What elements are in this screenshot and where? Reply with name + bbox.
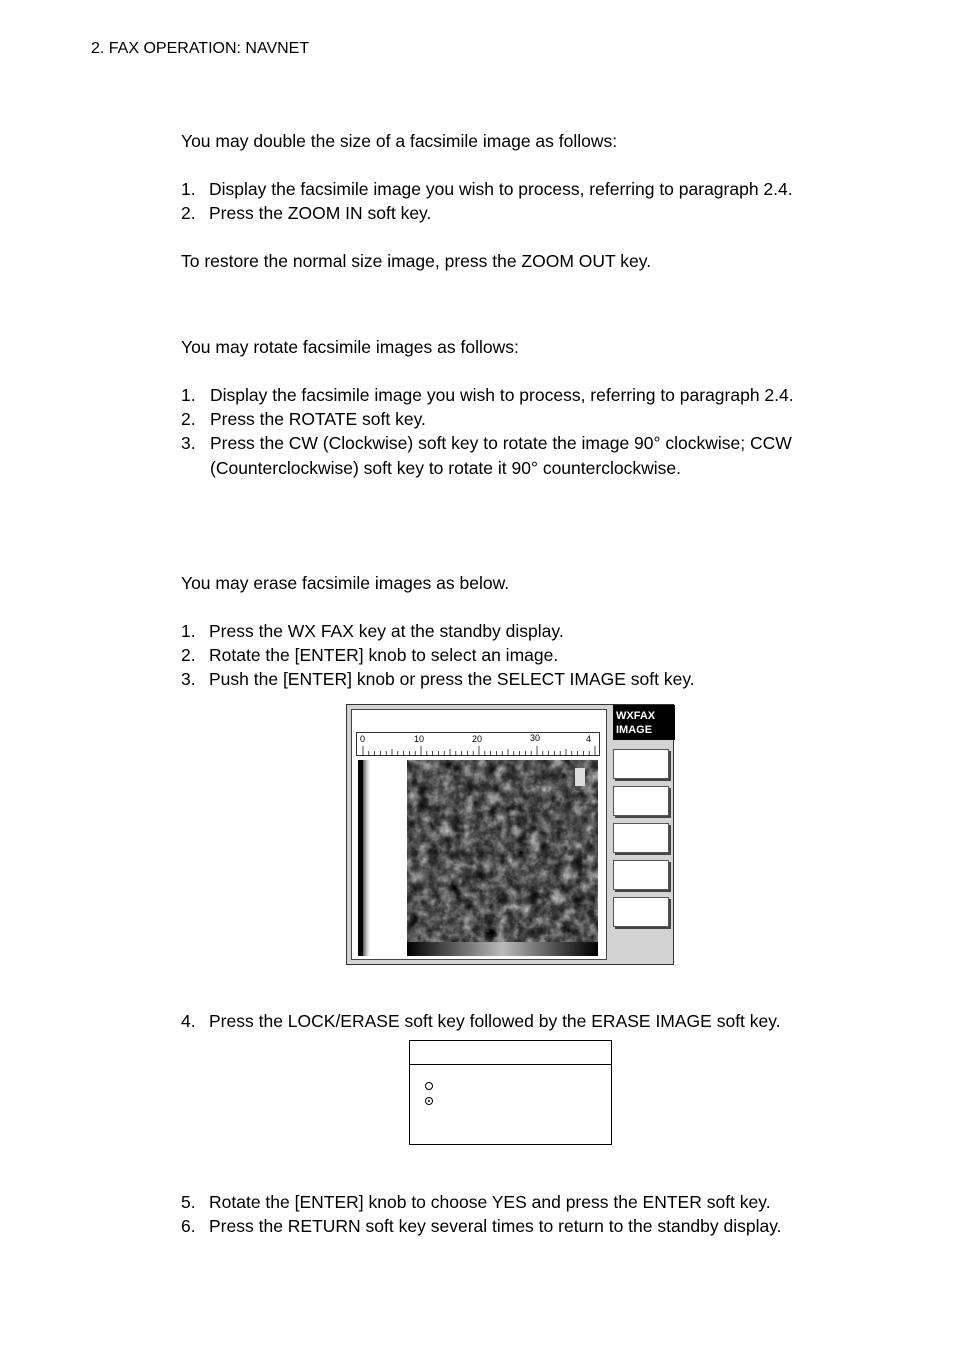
step-text: Rotate the [ENTER] knob to select an image.: [209, 645, 559, 665]
step-text: Press the CW (Clockwise) soft key to rotate the image 90° clockwise; CCW: [210, 433, 792, 453]
zoom-note: To restore the normal size image, press the ZOOM OUT key.: [181, 251, 652, 271]
ruler-label: 4: [586, 734, 592, 744]
erase-intro: You may erase facsimile images as below.: [181, 573, 510, 593]
left-border-strip: [358, 760, 370, 956]
ruler-label: 10: [414, 734, 425, 744]
panel-title-line2: IMAGE: [616, 724, 653, 736]
soft-key-2[interactable]: [613, 786, 669, 816]
step-number: 2.: [181, 409, 196, 429]
step-text: Press the ROTATE soft key.: [210, 409, 426, 429]
step-number: 1.: [181, 621, 196, 641]
panel-title-line1: WXFAX: [616, 710, 656, 722]
step-number: 3.: [181, 433, 196, 453]
step-number: 1.: [181, 385, 196, 405]
step-number: 6.: [181, 1216, 196, 1236]
step-text: Press the WX FAX key at the standby display.: [209, 621, 564, 641]
step-number: 3.: [181, 669, 196, 689]
step-number: 4.: [181, 1011, 196, 1031]
step-text-continued: (Counterclockwise) soft key to rotate it 90° counterclockwise.: [210, 458, 681, 478]
step-text: Display the facsimile image you wish to process, referring to paragraph 2.4.: [210, 385, 794, 405]
soft-key-5[interactable]: [613, 897, 669, 927]
soft-key-1[interactable]: [613, 749, 669, 779]
step-number: 5.: [181, 1192, 196, 1212]
section-header: 2. FAX OPERATION: NAVNET: [91, 40, 310, 57]
ruler-label: 0: [360, 734, 366, 744]
scale-ruler: [356, 732, 600, 756]
rotate-intro: You may rotate facsimile images as follows:: [181, 337, 519, 357]
soft-key-3[interactable]: [613, 823, 669, 853]
wxfax-image-title: [613, 705, 675, 740]
radio-option-2-selected[interactable]: [425, 1097, 433, 1105]
zoom-intro: You may double the size of a facsimile image as follows:: [181, 131, 618, 151]
ruler-label: 30: [530, 733, 541, 743]
radio-option-1[interactable]: [425, 1082, 433, 1090]
step-number: 2.: [181, 203, 196, 223]
step-text: Display the facsimile image you wish to process, referring to paragraph 2.4.: [209, 179, 793, 199]
wxfax-screen-figure: [346, 704, 674, 965]
step-text: Push the [ENTER] knob or press the SELECT IMAGE soft key.: [209, 669, 695, 689]
ruler-label: 20: [472, 734, 483, 744]
step-text: Press the RETURN soft key several times to return to the standby display.: [209, 1216, 782, 1236]
image-display-area: [351, 709, 607, 960]
dialog-title-divider: [410, 1064, 611, 1065]
step-number: 2.: [181, 645, 196, 665]
step-text: Press the LOCK/ERASE soft key followed by the ERASE IMAGE soft key.: [209, 1011, 781, 1031]
satellite-image-graphic: [407, 760, 598, 956]
soft-key-4[interactable]: [613, 860, 669, 890]
erase-confirm-dialog: [409, 1040, 612, 1145]
step-text: Press the ZOOM IN soft key.: [209, 203, 432, 223]
step-number: 1.: [181, 179, 196, 199]
step-text: Rotate the [ENTER] knob to choose YES and press the ENTER soft key.: [209, 1192, 771, 1212]
facsimile-satellite-image: [407, 760, 598, 956]
